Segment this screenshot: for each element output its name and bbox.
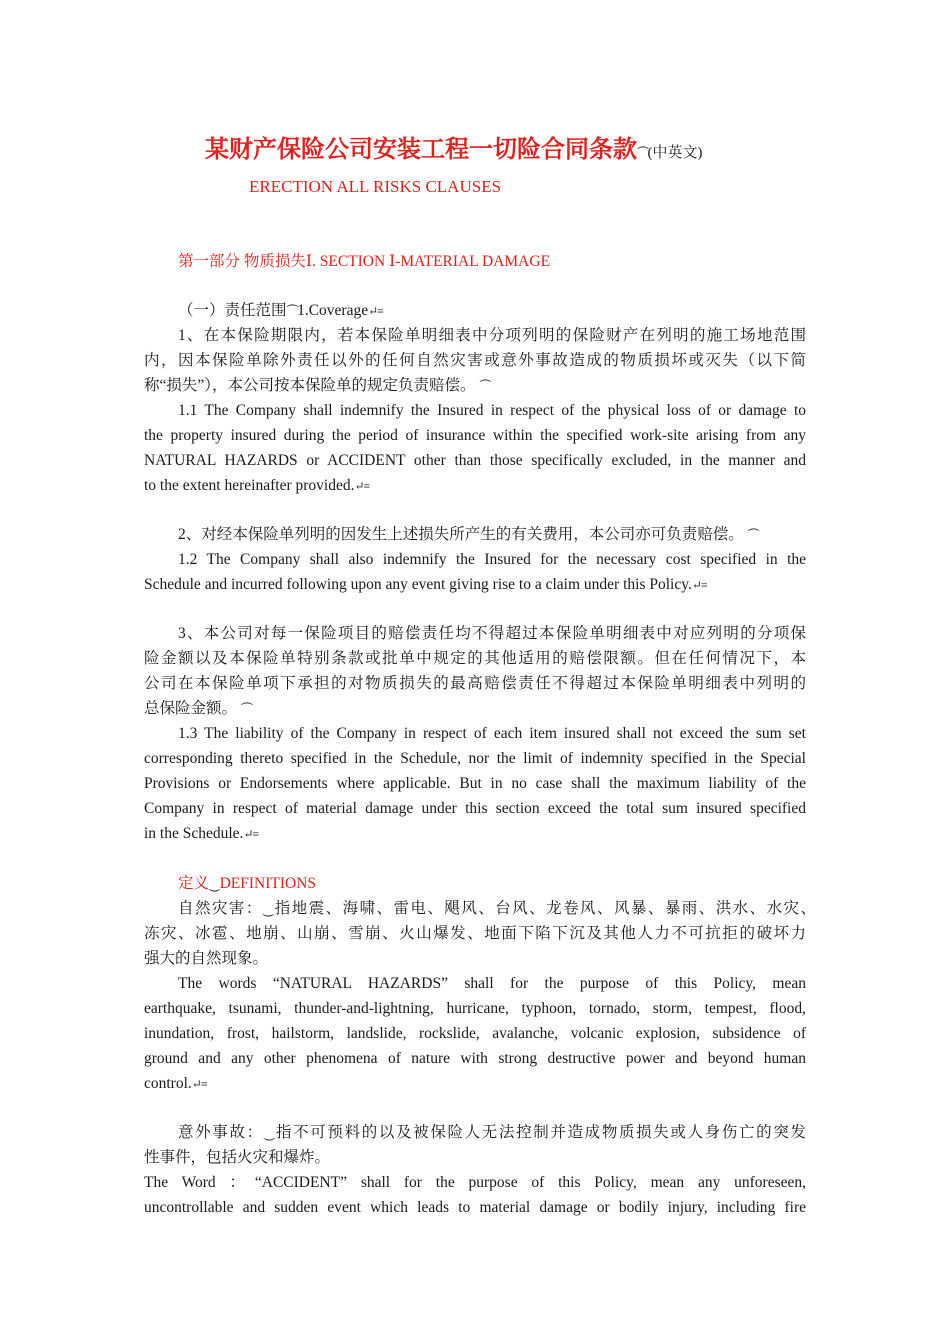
clause3-en-line-5-text: in the Schedule. <box>144 825 244 842</box>
definitions-heading <box>178 871 316 897</box>
clause3-en-line-4: Company in respect of material damage under this section exceed the total sum insured specified <box>144 800 806 817</box>
accident-cn-line-1-text: 指不可预料的以及被保险人无法控制并造成物质损失或人身伤亡的突发 <box>274 1124 806 1141</box>
clause1-cn-line-3 <box>144 373 490 399</box>
accident-en-line-2: uncontrollable and sudden event which leads to material damage or bodily injury, including fire <box>144 1199 806 1216</box>
natural-cn-line-3: 强大的自然现象。 <box>144 950 269 967</box>
clause2-cn-line-1 <box>178 522 758 548</box>
clause3-cn-line-4 <box>144 696 251 722</box>
clause3-en-line-5 <box>144 821 258 847</box>
natural-en-line-1: The words “NATURAL HAZARDS” shall for the purpose of this Policy, mean <box>178 975 806 992</box>
paragraph-mark: ⏜ <box>747 528 759 542</box>
clause2-en-line-2 <box>144 572 707 598</box>
title-suffix: (中英文) <box>647 145 703 161</box>
coverage-heading-en: 1.Coverage <box>297 302 369 319</box>
line-break-mark: ↵≡ <box>354 479 370 493</box>
coverage-heading-cn: （一）责任范围 <box>178 302 287 319</box>
paragraph-mark: ⏜ <box>637 146 648 160</box>
definitions-heading-cn: 定义 <box>178 875 210 892</box>
clause3-cn-line-2: 险金额以及本保险单特别条款或批单中规定的其他适用的赔偿限额。但在任何情况下，本 <box>144 650 806 667</box>
accident-term: 意外事故： <box>178 1124 264 1141</box>
clause3-cn-line-3: 公司在本保险单项下承担的对物质损失的最高赔偿责任不得超过本保险单明细表中列明的 <box>144 675 806 692</box>
definitions-heading-en: DEFINITIONS <box>219 875 316 892</box>
clause1-en-line-3: NATURAL HAZARDS or ACCIDENT other than those specifically excluded, in the manner and <box>144 452 806 469</box>
accident-cn-line-1 <box>178 1120 806 1146</box>
space-mark: ⏝ <box>263 1126 275 1140</box>
natural-cn-line-2: 冻灾、冰雹、地崩、山崩、雪崩、火山爆发、地面下陷下沉及其他人力不可抗拒的破坏力 <box>144 925 806 942</box>
title-cn: 某财产保险公司安装工程一切险合同条款 <box>205 137 637 163</box>
clause3-cn-line-1: 3、本公司对每一保险项目的赔偿责任均不得超过本保险单明细表中对应列明的分项保 <box>178 625 806 642</box>
paragraph-mark: ⏜ <box>240 702 252 716</box>
natural-en-line-5-text: control. <box>144 1075 192 1092</box>
clause1-en-line-4 <box>144 473 369 499</box>
natural-term: 自然灾害： <box>178 900 263 917</box>
line-break-mark: ↵≡ <box>243 827 259 841</box>
paragraph-mark: ⏜ <box>479 379 490 393</box>
clause3-en-line-1: 1.3 The liability of the Company in respect of each item insured shall not exceed the sum set <box>178 725 806 742</box>
document-title <box>205 133 703 170</box>
natural-en-line-4: ground and any other phenomena of nature with strong destructive power and beyond human <box>144 1050 806 1067</box>
coverage-heading <box>178 298 383 324</box>
clause3-cn-line-4-text: 总保险金额。 <box>144 700 238 717</box>
clause1-cn-line-3-text: 称“损失”），本公司按本保险单的规定负责赔偿。 <box>144 377 476 394</box>
natural-cn-line-1-text: 指地震、海啸、雷电、飓风、台风、龙卷风、风暴、暴雨、洪水、水灾、 <box>273 900 816 917</box>
natural-en-line-5 <box>144 1071 207 1097</box>
line-break-mark: ↵≡ <box>191 1077 207 1091</box>
natural-cn-line-1 <box>178 896 816 922</box>
clause1-en-line-4-text: to the extent hereinafter provided. <box>144 477 355 494</box>
clause1-cn-line-1: 1、在本保险期限内，若本保险单明细表中分项列明的保险财产在列明的施工场地范围 <box>178 327 806 344</box>
line-break-mark: ↵≡ <box>691 578 707 592</box>
clause1-cn-line-2: 内，因本保险单除外责任以外的任何自然灾害或意外事故造成的物质损坏或灭失（以下简 <box>144 352 806 369</box>
line-break-mark: ↵≡ <box>368 304 383 318</box>
clause2-en-line-2-text: Schedule and incurred following upon any event giving rise to a claim under this Policy. <box>144 576 692 593</box>
space-mark: ⏝ <box>262 902 274 916</box>
title-en: ERECTION ALL RISKS CLAUSES <box>249 177 502 196</box>
natural-en-line-3: inundation, frost, hailstorm, landslide, rockslide, avalanche, volcanic explosion, subsidence of <box>144 1025 806 1042</box>
accident-cn-line-2: 性事件，包括火灾和爆炸。 <box>144 1149 331 1166</box>
natural-en-line-2: earthquake, tsunami, thunder-and-lightning, hurricane, typhoon, tornado, storm, tempest, flood, <box>144 1000 806 1017</box>
clause3-en-line-3: Provisions or Endorsements where applicable. But in no case shall the maximum liability of the <box>144 775 806 792</box>
clause2-en-line-1: 1.2 The Company shall also indemnify the Insured for the necessary cost specified in the <box>178 551 806 568</box>
paragraph-mark: ⏜ <box>286 304 298 318</box>
clause3-en-line-2: corresponding thereto specified in the Schedule, nor the limit of indemnity specified in the Special <box>144 750 806 767</box>
accident-en-line-1: The Word ：“ACCIDENT” shall for the purpose of this Policy, mean any unforeseen, <box>144 1174 806 1191</box>
clause1-en-line-1: 1.1 The Company shall indemnify the Insured in respect of the physical loss of or damage to <box>178 402 806 419</box>
part1-heading: 第一部分 物质损失Ⅰ. SECTION Ⅰ-MATERIAL DAMAGE <box>178 253 551 270</box>
clause1-en-line-2: the property insured during the period of insurance within the specified work-site arising from any <box>144 427 806 444</box>
space-mark: ⏝ <box>209 877 220 891</box>
clause2-cn-text: 2、对经本保险单列明的因发生上述损失所产生的有关费用，本公司亦可负责赔偿。 <box>178 526 744 543</box>
